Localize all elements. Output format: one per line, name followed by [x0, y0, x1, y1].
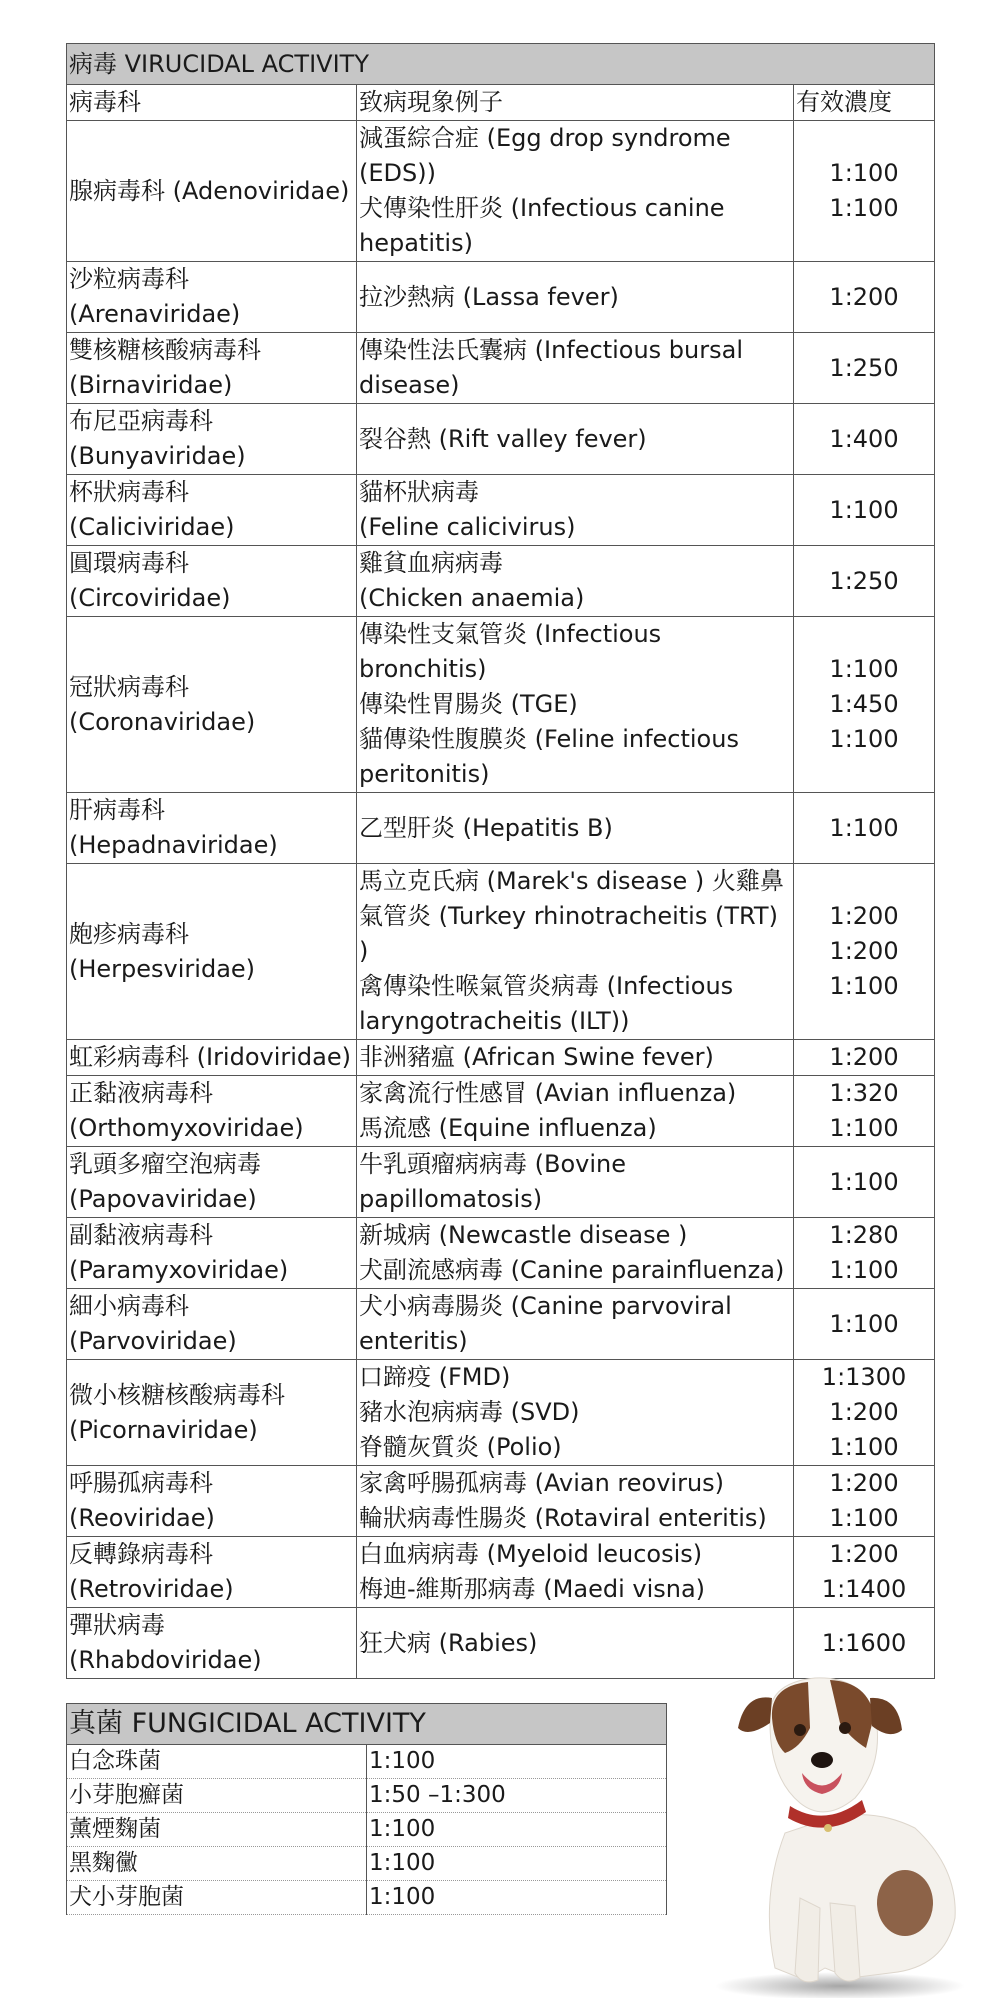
concentration-line: 1:450	[829, 690, 899, 718]
disease-example-line: 牛乳頭瘤病病毒 (Bovine	[359, 1150, 626, 1178]
dog-photo	[690, 1668, 990, 1998]
virus-family-line: (Papovaviridae)	[69, 1185, 257, 1213]
disease-example-line: (Chicken anaemia)	[359, 584, 585, 612]
disease-example-line: 傳染性支氣管炎 (Infectious	[359, 620, 662, 648]
disease-example-line: enteritis)	[359, 1327, 468, 1355]
disease-example-cell	[357, 793, 794, 864]
table-row	[67, 1745, 667, 1779]
concentration-line: 1:400	[829, 424, 899, 453]
virus-family-line: (Arenaviridae)	[69, 300, 241, 328]
virus-family-line: 虹彩病毒科 (Iridoviridae)	[69, 1043, 351, 1071]
virus-family-line: 細小病毒科	[69, 1292, 189, 1320]
table-row	[67, 1881, 667, 1915]
header-family: 病毒科	[67, 85, 357, 121]
concentration-line: 1:100	[829, 1309, 899, 1338]
disease-example-line: 脊髓灰質炎 (Polio)	[359, 1433, 562, 1461]
virus-family-line: 皰疹病毒科	[69, 919, 189, 948]
disease-example-line: 氣管炎 (Turkey rhinotracheitis (TRT) )	[359, 902, 778, 965]
disease-example-cell	[357, 1360, 794, 1466]
disease-example-line: papillomatosis)	[359, 1185, 543, 1213]
disease-example-cell	[357, 1289, 794, 1360]
concentration-line: 1:250	[829, 566, 899, 595]
virus-family-line: (Paramyxoviridae)	[69, 1256, 289, 1284]
disease-example-cell	[357, 546, 794, 617]
table-row	[67, 475, 935, 546]
disease-example-line: 貓杯狀病毒	[359, 478, 479, 506]
table-row	[67, 404, 935, 475]
concentration-cell	[794, 1218, 935, 1289]
table-row	[67, 1847, 667, 1881]
disease-example-cell	[357, 121, 794, 262]
concentration-cell	[794, 475, 935, 546]
table-row	[67, 793, 935, 864]
disease-example-cell	[357, 1040, 794, 1076]
disease-example-line: 犬副流感病毒 (Canine parainfluenza)	[359, 1256, 785, 1284]
disease-example-cell	[357, 864, 794, 1040]
virus-family-cell	[67, 1360, 357, 1466]
virus-family-line: 圓環病毒科 (Circoviridae)	[69, 549, 231, 612]
concentration-line: 1:200	[829, 1540, 899, 1568]
disease-example-cell	[357, 333, 794, 404]
disease-example-line: laryngotracheitis (ILT))	[359, 1007, 630, 1035]
table-row	[67, 1076, 935, 1147]
disease-example-cell	[357, 404, 794, 475]
concentration-line: 1:100	[829, 972, 899, 1000]
disease-example-cell	[357, 1147, 794, 1218]
fungus-name-cell: 犬小芽胞菌	[67, 1881, 367, 1915]
table-row	[67, 1289, 935, 1360]
virus-family-cell	[67, 475, 357, 546]
disease-example-line: bronchitis)	[359, 655, 487, 683]
table-row	[67, 1537, 935, 1608]
virus-family-line: 正黏液病毒科	[69, 1079, 213, 1107]
virus-family-line: (Orthomyxoviridae)	[69, 1114, 304, 1142]
disease-example-line: 雞貧血病病毒	[359, 549, 503, 577]
table-row	[67, 333, 935, 404]
concentration-line: 1:100	[829, 194, 899, 222]
concentration-line: 1:200	[829, 282, 899, 311]
disease-example-line: 口蹄疫 (FMD)	[359, 1363, 511, 1391]
table-row	[67, 121, 935, 262]
virus-family-line: (Herpesviridae)	[69, 954, 256, 983]
disease-example-line: 家禽呼腸孤病毒 (Avian reovirus)	[359, 1469, 725, 1497]
virus-family-line: 腺病毒科 (Adenoviridae)	[69, 176, 350, 205]
disease-example-line: 新城病 (Newcastle disease )	[359, 1221, 688, 1249]
concentration-line: 1:100	[829, 655, 899, 683]
virucidal-table	[66, 43, 935, 1679]
concentration-line: 1:100	[829, 1433, 899, 1461]
fungus-concentration-cell: 1:100	[367, 1745, 667, 1779]
concentration-cell	[794, 864, 935, 1040]
virus-family-cell	[67, 1040, 357, 1076]
virus-family-line: 沙粒病毒科	[69, 265, 189, 293]
table-row	[67, 262, 935, 333]
concentration-cell	[794, 617, 935, 793]
disease-example-line: 貓傳染性腹膜炎 (Feline infectious	[359, 725, 739, 753]
concentration-line: 1:200	[829, 1469, 899, 1497]
concentration-cell	[794, 121, 935, 262]
disease-example-line: hepatitis)	[359, 229, 473, 257]
concentration-cell	[794, 1466, 935, 1537]
concentration-line: 1:100	[829, 1504, 899, 1532]
disease-example-line: 非洲豬瘟 (African Swine fever)	[359, 1043, 714, 1071]
virus-family-line: (Retroviridae)	[69, 1575, 234, 1603]
concentration-line: 1:100	[829, 725, 899, 753]
table-row	[67, 1779, 667, 1813]
virus-family-cell	[67, 1289, 357, 1360]
table-row	[67, 1218, 935, 1289]
disease-example-line: 拉沙熱病 (Lassa fever)	[359, 282, 619, 311]
concentration-cell	[794, 1537, 935, 1608]
table-row	[67, 1360, 935, 1466]
virus-family-line: 微小核糖核酸病毒科	[69, 1380, 285, 1409]
virus-family-line: 彈狀病毒 (Rhabdoviridae)	[69, 1611, 262, 1674]
concentration-line: 1:320	[829, 1079, 899, 1107]
virus-family-line: 副黏液病毒科	[69, 1221, 213, 1249]
fungicidal-title: 真菌 FUNGICIDAL ACTIVITY	[67, 1704, 667, 1745]
disease-example-line: 豬水泡病病毒 (SVD)	[359, 1398, 580, 1426]
concentration-line: 1:100	[829, 159, 899, 187]
disease-example-line: 馬立克氏病 (Marek's disease ) 火雞鼻	[359, 867, 784, 895]
virus-family-cell	[67, 546, 357, 617]
concentration-line: 1:100	[829, 813, 899, 842]
disease-example-line: peritonitis)	[359, 760, 490, 788]
fungus-name-cell: 白念珠菌	[67, 1745, 367, 1779]
disease-example-cell	[357, 1218, 794, 1289]
table-row	[67, 1040, 935, 1076]
disease-example-cell	[357, 1466, 794, 1537]
disease-example-line: 白血病病毒 (Myeloid leucosis)	[359, 1540, 703, 1568]
virus-family-cell	[67, 121, 357, 262]
virus-family-cell	[67, 1218, 357, 1289]
virus-family-line: (Picornaviridae)	[69, 1415, 258, 1444]
virus-family-line: (Birnaviridae)	[69, 371, 233, 399]
virus-family-line: (Parvoviridae)	[69, 1327, 237, 1355]
virucidal-title: 病毒 VIRUCIDAL ACTIVITY	[67, 44, 935, 85]
disease-example-cell	[357, 475, 794, 546]
virus-family-line: 肝病毒科	[69, 796, 165, 824]
disease-example-line: 禽傳染性喉氣管炎病毒 (Infectious	[359, 972, 734, 1000]
virus-family-cell	[67, 1466, 357, 1537]
concentration-line: 1:200	[829, 902, 899, 930]
concentration-line: 1:1600	[821, 1628, 907, 1657]
virus-family-line: 雙核糖核酸病毒科	[69, 336, 261, 364]
disease-example-cell	[357, 617, 794, 793]
concentration-line: 1:200	[829, 1398, 899, 1426]
fungus-name-cell: 薰煙麴菌	[67, 1813, 367, 1847]
disease-example-line: 乙型肝炎 (Hepatitis B)	[359, 813, 613, 842]
virus-family-cell	[67, 864, 357, 1040]
virus-family-line: 冠狀病毒科	[69, 672, 189, 701]
concentration-cell	[794, 1360, 935, 1466]
concentration-line: 1:1300	[821, 1363, 907, 1391]
concentration-line: 1:100	[829, 1167, 899, 1196]
concentration-line: 1:100	[829, 495, 899, 524]
fungus-concentration-cell: 1:50 –1:300	[367, 1779, 667, 1813]
disease-example-line: 犬傳染性肝炎 (Infectious canine	[359, 194, 725, 222]
virus-family-cell	[67, 793, 357, 864]
fungus-concentration-cell: 1:100	[367, 1881, 667, 1915]
disease-example-line: disease)	[359, 371, 460, 399]
fungicidal-table	[66, 1703, 667, 1915]
table-row	[67, 546, 935, 617]
virus-family-cell	[67, 262, 357, 333]
concentration-line: 1:100	[829, 1114, 899, 1142]
header-concentration: 有效濃度	[794, 85, 935, 121]
disease-example-line: 狂犬病 (Rabies)	[359, 1628, 538, 1657]
disease-example-cell	[357, 262, 794, 333]
virus-family-cell	[67, 617, 357, 793]
concentration-cell	[794, 1040, 935, 1076]
virus-family-cell	[67, 333, 357, 404]
concentration-line: 1:200	[829, 937, 899, 965]
fungus-concentration-cell: 1:100	[367, 1813, 667, 1847]
virus-family-line: 布尼亞病毒科	[69, 407, 213, 435]
concentration-cell	[794, 1076, 935, 1147]
virus-family-line: (Bunyaviridae)	[69, 442, 246, 470]
disease-example-line: 裂谷熱 (Rift valley fever)	[359, 424, 647, 453]
table-row	[67, 864, 935, 1040]
virus-family-line: (Coronaviridae)	[69, 707, 256, 736]
virus-family-cell	[67, 1147, 357, 1218]
disease-example-cell	[357, 1537, 794, 1608]
disease-example-line: 家禽流行性感冒 (Avian influenza)	[359, 1079, 737, 1107]
virus-family-cell	[67, 1608, 357, 1679]
table-row	[67, 617, 935, 793]
fungus-name-cell: 黑麴黴	[67, 1847, 367, 1881]
concentration-line: 1:1400	[821, 1575, 907, 1603]
virus-family-line: 杯狀病毒科 (Caliciviridae)	[69, 478, 235, 541]
virus-family-cell	[67, 1537, 357, 1608]
disease-example-line: 傳染性法氏囊病 (Infectious bursal	[359, 336, 743, 364]
header-examples: 致病現象例子	[357, 85, 794, 121]
disease-example-line: 輪狀病毒性腸炎 (Rotaviral enteritis)	[359, 1504, 767, 1532]
virus-family-cell	[67, 1076, 357, 1147]
concentration-cell	[794, 793, 935, 864]
fungus-concentration-cell: 1:100	[367, 1847, 667, 1881]
disease-example-line: (Feline calicivirus)	[359, 513, 576, 541]
disease-example-cell	[357, 1076, 794, 1147]
virus-family-line: 乳頭多瘤空泡病毒	[69, 1150, 261, 1178]
virus-family-cell	[67, 404, 357, 475]
table-row	[67, 1813, 667, 1847]
concentration-cell	[794, 404, 935, 475]
table-row	[67, 1466, 935, 1537]
virus-family-line: 呼腸孤病毒科(Reoviridae)	[69, 1469, 215, 1532]
concentration-line: 1:200	[829, 1043, 899, 1071]
concentration-cell	[794, 333, 935, 404]
fungus-name-cell: 小芽胞癬菌	[67, 1779, 367, 1813]
concentration-cell	[794, 1147, 935, 1218]
virus-family-line: (Hepadnaviridae)	[69, 831, 278, 859]
concentration-cell	[794, 546, 935, 617]
concentration-line: 1:280	[829, 1221, 899, 1249]
disease-example-line: 梅迪-維斯那病毒 (Maedi visna)	[359, 1575, 706, 1603]
concentration-cell	[794, 1289, 935, 1360]
table-row	[67, 1147, 935, 1218]
disease-example-line: 傳染性胃腸炎 (TGE)	[359, 690, 578, 718]
disease-example-line: 馬流感 (Equine influenza)	[359, 1114, 657, 1142]
concentration-cell	[794, 262, 935, 333]
disease-example-line: 減蛋綜合症 (Egg drop syndrome	[359, 124, 731, 152]
disease-example-line: 犬小病毒腸炎 (Canine parvoviral	[359, 1292, 732, 1320]
concentration-line: 1:250	[829, 353, 899, 382]
concentration-line: 1:100	[829, 1256, 899, 1284]
disease-example-line: (EDS))	[359, 159, 436, 187]
virus-family-line: 反轉錄病毒科	[69, 1540, 213, 1568]
